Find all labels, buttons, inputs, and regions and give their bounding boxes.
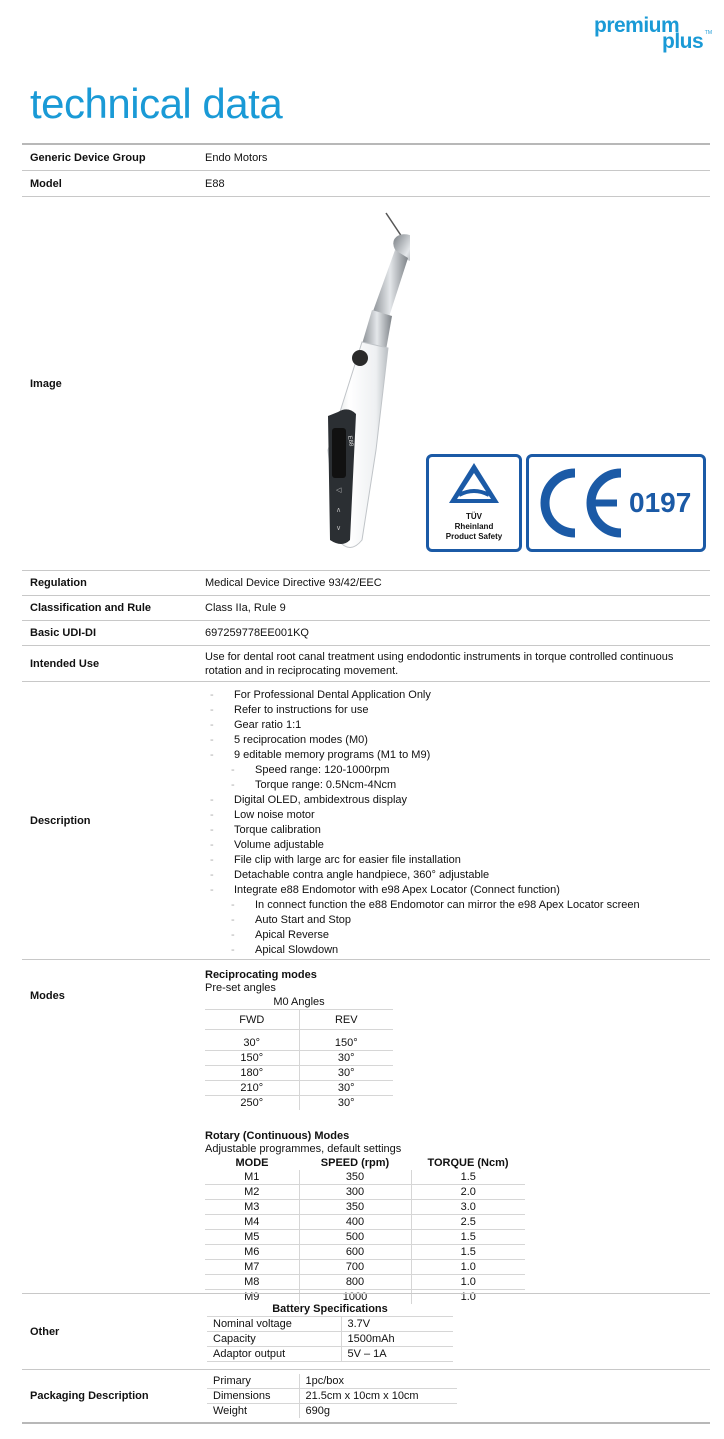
row-value: 697259778EE001KQ bbox=[205, 627, 309, 639]
table-cell: 30° bbox=[205, 1036, 299, 1051]
table-cell: Nominal voltage bbox=[207, 1316, 341, 1331]
table-row bbox=[205, 1184, 525, 1199]
table-cell: M8 bbox=[205, 1274, 299, 1289]
rotary-title: Rotary (Continuous) Modes bbox=[205, 1129, 350, 1142]
list-item: - Integrate e88 Endomotor with e98 Apex Locator (Connect function) bbox=[205, 883, 640, 898]
table-cell: 30° bbox=[299, 1065, 393, 1080]
table-cell: 1.0 bbox=[411, 1274, 525, 1289]
row-label: Other bbox=[30, 1325, 60, 1338]
table-cell: 150° bbox=[205, 1050, 299, 1065]
list-item: - Torque calibration bbox=[205, 823, 640, 838]
rotary-header-torque: TORQUE (Ncm) bbox=[427, 1156, 509, 1169]
brand-tm: TM bbox=[704, 30, 712, 36]
table-row bbox=[207, 1389, 457, 1404]
table-cell: 30° bbox=[299, 1080, 393, 1095]
table-cell: 30° bbox=[337, 1096, 355, 1109]
ce-mark-badge bbox=[526, 454, 706, 552]
table-cell: Primary bbox=[207, 1374, 299, 1389]
tuv-rheinland-badge bbox=[426, 454, 522, 552]
table-cell: 1.0 bbox=[460, 1290, 476, 1303]
table-cell: Weight bbox=[207, 1404, 299, 1419]
recip-subtitle: Pre-set angles bbox=[205, 982, 276, 994]
row-label: Regulation bbox=[30, 577, 87, 589]
table-cell: 210° bbox=[205, 1080, 299, 1095]
svg-text:∨: ∨ bbox=[336, 525, 342, 532]
table-cell: 1.5 bbox=[411, 1229, 525, 1244]
row-label: Generic Device Group bbox=[30, 151, 146, 164]
table-row bbox=[205, 1050, 393, 1065]
page-title: technical data bbox=[30, 80, 283, 127]
row-intended-use bbox=[22, 645, 710, 681]
row-label: Description bbox=[30, 814, 91, 827]
table-row bbox=[205, 1259, 525, 1274]
table-row bbox=[207, 1316, 453, 1331]
table-row bbox=[205, 1036, 393, 1051]
table-cell: 800 bbox=[299, 1274, 411, 1289]
battery-table bbox=[207, 1302, 453, 1362]
row-value: E88 bbox=[205, 177, 225, 190]
table-cell: M4 bbox=[205, 1214, 299, 1229]
ce-notified-body-number: 0197 bbox=[629, 487, 692, 518]
table-cell: M1 bbox=[205, 1170, 299, 1185]
row-modes bbox=[22, 959, 710, 1303]
row-value: Medical Device Directive 93/42/EEC bbox=[205, 577, 382, 589]
table-cell: M5 bbox=[205, 1229, 299, 1244]
table-cell: Capacity bbox=[207, 1331, 341, 1346]
row-other bbox=[22, 1293, 710, 1369]
row-label: Intended Use bbox=[30, 657, 100, 670]
table-cell: 690g bbox=[305, 1405, 330, 1417]
table-cell: M6 bbox=[205, 1244, 299, 1259]
row-value bbox=[199, 960, 710, 1304]
table-cell: 180° bbox=[205, 1065, 299, 1080]
table-row bbox=[207, 1404, 457, 1419]
list-item: - 9 editable memory programs (M1 to M9) bbox=[205, 748, 640, 763]
row-value bbox=[199, 682, 710, 959]
row-value: Endo Motors bbox=[205, 151, 268, 164]
list-item: - Volume adjustable bbox=[205, 838, 640, 853]
table-row bbox=[205, 1214, 525, 1229]
table-cell: M9 bbox=[205, 1289, 299, 1304]
row-label: Packaging Description bbox=[30, 1390, 149, 1402]
row-value: Use for dental root canal treatment using endodontic instruments in torque controlled continuous rotation and in reciprocating movement. bbox=[205, 650, 674, 677]
table-cell: 300 bbox=[299, 1184, 411, 1199]
recip-table bbox=[205, 995, 393, 1110]
table-cell: 1.0 bbox=[411, 1259, 525, 1274]
recip-table-title: M0 Angles bbox=[205, 995, 393, 1010]
table-cell: 21.5cm x 10cm x 10cm bbox=[299, 1389, 457, 1404]
list-subitem: - In connect function the e88 Endomotor can mirror the e98 Apex Locator screen bbox=[205, 898, 640, 913]
row-value bbox=[199, 1294, 710, 1369]
recip-header-fwd: FWD bbox=[205, 1010, 299, 1030]
table-row bbox=[205, 1244, 525, 1259]
table-row bbox=[205, 1065, 393, 1080]
row-regulation bbox=[22, 570, 710, 595]
device-model-text: E88 bbox=[346, 435, 354, 447]
table-cell: 3.7V bbox=[341, 1316, 453, 1331]
tuv-line: Rheinland bbox=[454, 522, 494, 531]
tuv-text bbox=[429, 512, 519, 542]
endo-motor-image bbox=[300, 210, 410, 560]
table-cell: 400 bbox=[299, 1214, 411, 1229]
table-cell: 5V – 1A bbox=[341, 1346, 453, 1361]
table-row bbox=[205, 1170, 525, 1185]
row-value: Class IIa, Rule 9 bbox=[205, 602, 286, 614]
list-subitem: - Auto Start and Stop bbox=[205, 913, 640, 928]
recip-title: Reciprocating modes bbox=[205, 969, 317, 981]
brand-line1: premium bbox=[594, 14, 680, 37]
table-cell: 2.0 bbox=[411, 1184, 525, 1199]
table-cell: 3.0 bbox=[411, 1199, 525, 1214]
list-item: - Digital OLED, ambidextrous display bbox=[205, 793, 640, 808]
table-cell: M2 bbox=[205, 1184, 299, 1199]
row-model bbox=[22, 170, 710, 196]
row-classification bbox=[22, 595, 710, 620]
list-subitem: - Apical Slowdown bbox=[205, 943, 640, 958]
table-row bbox=[205, 1199, 525, 1214]
row-value bbox=[199, 1370, 710, 1422]
brand-line2: plus bbox=[662, 30, 704, 53]
list-item: - Low noise motor bbox=[205, 808, 640, 823]
list-item: - Refer to instructions for use bbox=[205, 703, 640, 718]
svg-text:◁: ◁ bbox=[336, 487, 342, 494]
rotary-header-mode: MODE bbox=[235, 1156, 269, 1169]
tuv-line: TÜV bbox=[466, 512, 482, 521]
table-cell: 1000 bbox=[299, 1289, 411, 1304]
row-basic-udi bbox=[22, 620, 710, 645]
table-cell: M3 bbox=[205, 1199, 299, 1214]
table-row bbox=[205, 1274, 525, 1289]
table-cell: 600 bbox=[299, 1244, 411, 1259]
table-row bbox=[205, 1229, 525, 1244]
row-label: Classification and Rule bbox=[30, 602, 152, 614]
row-label: Model bbox=[30, 177, 62, 190]
recip-header-rev: REV bbox=[299, 1010, 393, 1030]
table-cell: 350 bbox=[299, 1170, 411, 1185]
svg-text:∧: ∧ bbox=[336, 507, 342, 514]
list-item: - 5 reciprocation modes (M0) bbox=[205, 733, 640, 748]
row-label: Image bbox=[30, 377, 62, 390]
row-generic-device-group bbox=[22, 143, 710, 170]
table-cell: Dimensions bbox=[207, 1389, 299, 1404]
rotary-header-speed: SPEED (rpm) bbox=[320, 1156, 390, 1169]
list-item: - File clip with large arc for easier file installation bbox=[205, 853, 640, 868]
row-packaging bbox=[22, 1369, 710, 1424]
packaging-table bbox=[207, 1374, 457, 1418]
table-row bbox=[207, 1374, 457, 1389]
list-item: - Gear ratio 1:1 bbox=[205, 718, 640, 733]
row-label: Modes bbox=[30, 990, 65, 1002]
row-description bbox=[22, 681, 710, 959]
list-subitem: - Torque range: 0.5Ncm-4Ncm bbox=[205, 778, 640, 793]
table-cell: 500 bbox=[299, 1229, 411, 1244]
ce-mark-icon bbox=[531, 457, 627, 549]
table-cell: 250° bbox=[205, 1095, 299, 1110]
table-cell: 350 bbox=[299, 1199, 411, 1214]
table-cell: 30° bbox=[299, 1050, 393, 1065]
list-subitem: - Speed range: 120-1000rpm bbox=[205, 763, 640, 778]
table-cell: 1500mAh bbox=[341, 1331, 453, 1346]
table-cell: 150° bbox=[299, 1036, 393, 1051]
rotary-subtitle: Adjustable programmes, default settings bbox=[205, 1142, 402, 1155]
list-item: - Detachable contra angle handpiece, 360° adjustable bbox=[205, 868, 640, 883]
tuv-triangle-icon bbox=[429, 459, 519, 511]
table-cell: 700 bbox=[299, 1259, 411, 1274]
row-label: Basic UDI-DI bbox=[30, 627, 97, 639]
brand-logo bbox=[594, 14, 714, 54]
table-row bbox=[207, 1346, 453, 1361]
list-item: - For Professional Dental Application Only bbox=[205, 688, 640, 703]
table-cell: 2.5 bbox=[411, 1214, 525, 1229]
table-cell: 1.5 bbox=[411, 1170, 525, 1185]
table-row bbox=[207, 1331, 453, 1346]
list-subitem: - Apical Reverse bbox=[205, 928, 640, 943]
tuv-line: Product Safety bbox=[445, 532, 503, 541]
table-row bbox=[205, 1080, 393, 1095]
battery-table-title: Battery Specifications bbox=[207, 1302, 453, 1317]
table-row bbox=[205, 1095, 393, 1110]
table-cell: 1pc/box bbox=[299, 1374, 457, 1389]
rotary-table bbox=[205, 1156, 525, 1304]
description-list bbox=[205, 682, 640, 958]
table-cell: M7 bbox=[205, 1259, 299, 1274]
table-cell: 1.5 bbox=[411, 1244, 525, 1259]
table-cell: Adaptor output bbox=[207, 1346, 341, 1361]
